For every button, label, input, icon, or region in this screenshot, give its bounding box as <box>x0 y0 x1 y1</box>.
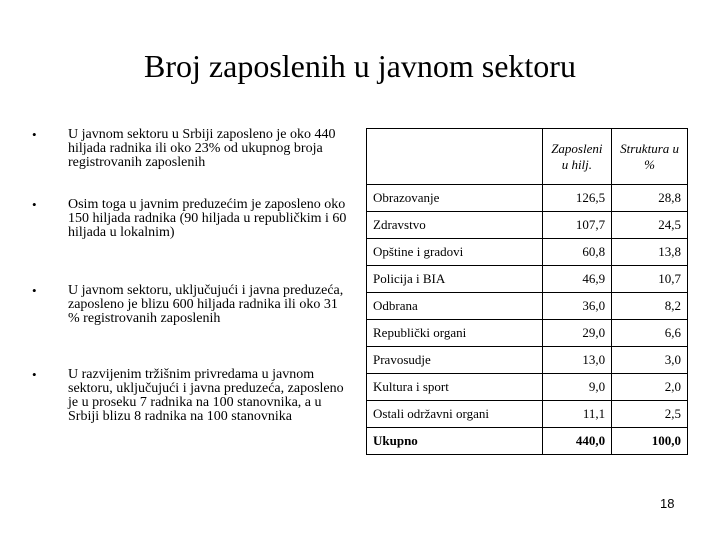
table-cell-employed: 29,0 <box>542 320 612 347</box>
table-cell-employed: 9,0 <box>542 374 612 401</box>
table-header-empty <box>367 129 543 185</box>
table-cell-sector: Pravosudje <box>367 347 543 374</box>
bullet-dot-icon: • <box>32 197 37 212</box>
slide-title: Broj zaposlenih u javnom sektoru <box>144 48 576 84</box>
table-row <box>367 320 688 347</box>
table-total-row <box>367 428 688 455</box>
table-row <box>367 212 688 239</box>
table-cell-employed: 11,1 <box>542 401 612 428</box>
table-cell-structure: 28,8 <box>612 185 688 212</box>
table-cell-sector: Opštine i gradovi <box>367 239 543 266</box>
table-cell-sector: Kultura i sport <box>367 374 543 401</box>
table-cell-structure: 3,0 <box>612 347 688 374</box>
bullet-dot-icon: • <box>32 127 37 142</box>
bullet-item <box>32 284 352 326</box>
table-header-row <box>367 129 688 185</box>
page-number: 18 <box>660 496 675 511</box>
table-row <box>367 293 688 320</box>
bullet-dot-icon: • <box>32 367 37 382</box>
table-header-structure: Struktura u % <box>612 129 688 185</box>
table-cell-sector: Obrazovanje <box>367 185 543 212</box>
bullet-item <box>32 128 352 170</box>
table-cell-sector: Republički organi <box>367 320 543 347</box>
table-cell-structure: 10,7 <box>612 266 688 293</box>
table-cell-sector: Zdravstvo <box>367 212 543 239</box>
table-cell-total-employed: 440,0 <box>542 428 612 455</box>
table-cell-structure: 6,6 <box>612 320 688 347</box>
bullet-item <box>32 198 352 240</box>
table-row <box>367 374 688 401</box>
bullet-text: U javnom sektoru u Srbiji zaposleno je oko 440 hiljada radnika ili oko 23% od ukupnog broja registrovanih zaposlenih <box>68 127 336 170</box>
table-cell-employed: 36,0 <box>542 293 612 320</box>
table-row <box>367 347 688 374</box>
table-cell-employed: 126,5 <box>542 185 612 212</box>
bullet-dot-icon: • <box>32 283 37 298</box>
table-cell-employed: 46,9 <box>542 266 612 293</box>
table-cell-sector: Policija i BIA <box>367 266 543 293</box>
table-header-employed: Zaposleni u hilj. <box>542 129 612 185</box>
table-row <box>367 239 688 266</box>
table-cell-structure: 2,0 <box>612 374 688 401</box>
table-row <box>367 266 688 293</box>
bullet-item <box>32 368 352 424</box>
table-cell-structure: 8,2 <box>612 293 688 320</box>
table-cell-total-label: Ukupno <box>367 428 543 455</box>
table-row <box>367 185 688 212</box>
table-cell-employed: 60,8 <box>542 239 612 266</box>
table-cell-employed: 107,7 <box>542 212 612 239</box>
employment-table <box>366 128 688 455</box>
table-row <box>367 401 688 428</box>
table-cell-sector: Ostali održavni organi <box>367 401 543 428</box>
table-cell-structure: 24,5 <box>612 212 688 239</box>
table-cell-structure: 2,5 <box>612 401 688 428</box>
table-cell-structure: 13,8 <box>612 239 688 266</box>
bullet-text: U javnom sektoru, uključujući i javna preduzeća, zaposleno je blizu 600 hiljada radnika ili oko 31 % registrovanih zaposlenih <box>68 283 344 326</box>
table-cell-employed: 13,0 <box>542 347 612 374</box>
table-cell-total-structure: 100,0 <box>612 428 688 455</box>
table-cell-sector: Odbrana <box>367 293 543 320</box>
bullet-text: U razvijenim tržišnim privredama u javnom sektoru, uključujući i javna preduzeća, zaposleno je u proseku 7 radnika na 100 stanovnika, a u Srbiji blizu 8 radnika na 100 stanovnika <box>68 367 344 424</box>
bullet-text: Osim toga u javnim preduzećim je zaposleno oko 150 hiljada radnika (90 hiljada u republičkim i 60 hiljada u lokalnim) <box>68 197 347 240</box>
